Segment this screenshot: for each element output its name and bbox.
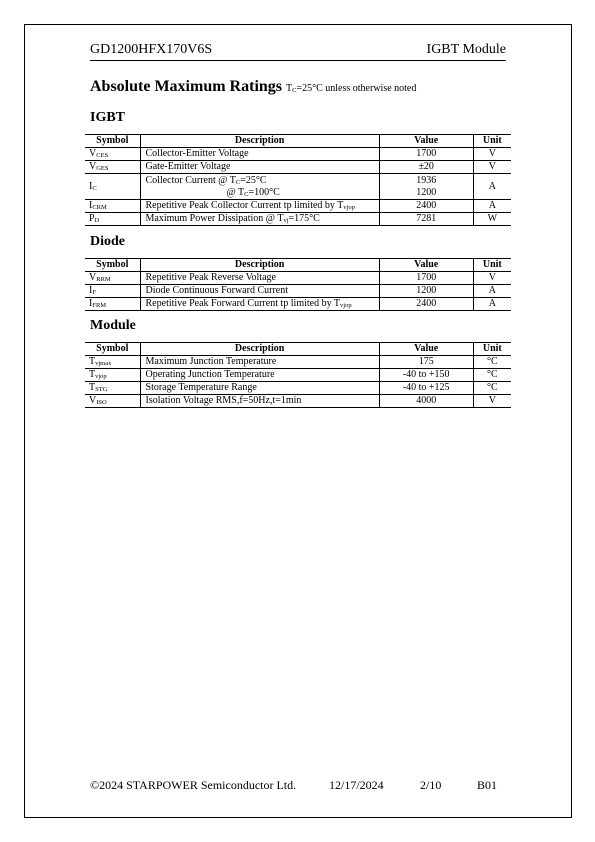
unit-cell: A — [473, 174, 511, 200]
unit-cell: °C — [473, 369, 511, 382]
unit-cell: °C — [473, 382, 511, 395]
table-row — [85, 148, 511, 161]
table-row — [85, 356, 511, 369]
igbt-heading: IGBT — [90, 110, 126, 125]
description-cell: Collector-Emitter Voltage — [140, 148, 379, 161]
description-cell: Gate-Emitter Voltage — [140, 161, 379, 174]
description-cell: Storage Temperature Range — [140, 382, 379, 395]
description-cell: Maximum Power Dissipation @ $T_{vj}=175^\circ C$ — [140, 213, 379, 226]
section-title — [90, 78, 416, 96]
table-row — [85, 395, 511, 408]
igbt-table — [85, 134, 511, 226]
symbol-cell: $I_{CRM}$ — [85, 200, 140, 213]
unit-cell: V — [473, 148, 511, 161]
symbol-cell: $T_{vjop}$ — [85, 369, 140, 382]
unit-cell: A — [473, 200, 511, 213]
value-cell: -40 to +125 — [379, 382, 473, 395]
description-cell: Repetitive Peak Reverse Voltage — [140, 272, 379, 285]
value-cell: -40 to +150 — [379, 369, 473, 382]
module-heading: Module — [90, 318, 136, 333]
table-row — [85, 298, 511, 311]
unit-cell: V — [473, 395, 511, 408]
value-cell: 1700 — [379, 148, 473, 161]
col-unit: Unit — [473, 343, 511, 356]
symbol-cell: $I_F$ — [85, 285, 140, 298]
diode-table — [85, 258, 511, 311]
symbol-cell: $T_{vjmax}$ — [85, 356, 140, 369]
table-row — [85, 285, 511, 298]
unit-cell: V — [473, 272, 511, 285]
symbol-cell: $V_{GES}$ — [85, 161, 140, 174]
description-cell: Repetitive Peak Forward Current tp limited by $T_{vjop}$ — [140, 298, 379, 311]
module-table — [85, 342, 511, 408]
col-description: Description — [140, 135, 379, 148]
page-header — [90, 42, 506, 61]
title-condition: $T_C=25^\circ C$ unless otherwise noted — [286, 83, 417, 94]
description-cell: Collector Current @ $T_C=25^\circ C$ @ $T_C=100^\circ C$ — [140, 174, 379, 200]
col-symbol: Symbol — [85, 135, 140, 148]
symbol-cell: $V_{ISO}$ — [85, 395, 140, 408]
unit-cell: A — [473, 285, 511, 298]
table-row — [85, 382, 511, 395]
col-description: Description — [140, 259, 379, 272]
col-unit: Unit — [473, 135, 511, 148]
value-cell: 2400 — [379, 298, 473, 311]
value-cell: 1200 — [379, 285, 473, 298]
value-cell: 1700 — [379, 272, 473, 285]
title-main: Absolute Maximum Ratings — [90, 78, 283, 95]
unit-cell: °C — [473, 356, 511, 369]
table-header-row — [85, 343, 511, 356]
symbol-cell: $I_{FRM}$ — [85, 298, 140, 311]
description-cell: Operating Junction Temperature — [140, 369, 379, 382]
unit-cell: W — [473, 213, 511, 226]
col-symbol: Symbol — [85, 343, 140, 356]
symbol-cell: $V_{RRM}$ — [85, 272, 140, 285]
col-value: Value — [379, 259, 473, 272]
description-cell: Isolation Voltage RMS,f=50Hz,t=1min — [140, 395, 379, 408]
col-value: Value — [379, 135, 473, 148]
table-header-row — [85, 135, 511, 148]
table-row — [85, 174, 511, 200]
table-row — [85, 161, 511, 174]
table-row — [85, 200, 511, 213]
value-cell: 4000 — [379, 395, 473, 408]
unit-cell: V — [473, 161, 511, 174]
col-value: Value — [379, 343, 473, 356]
value-cell: 175 — [379, 356, 473, 369]
product-type: IGBT Module — [426, 42, 506, 57]
col-unit: Unit — [473, 259, 511, 272]
part-number: GD1200HFX170V6S — [90, 42, 213, 57]
col-symbol: Symbol — [85, 259, 140, 272]
symbol-cell: $V_{CES}$ — [85, 148, 140, 161]
description-cell: Maximum Junction Temperature — [140, 356, 379, 369]
table-header-row — [85, 259, 511, 272]
description-cell: Diode Continuous Forward Current — [140, 285, 379, 298]
footer-date: 12/17/2024 — [329, 778, 384, 792]
footer-copyright: ©2024 STARPOWER Semiconductor Ltd. — [90, 778, 297, 792]
table-row — [85, 369, 511, 382]
footer-revision: B01 — [477, 778, 498, 792]
description-cell: Repetitive Peak Collector Current tp limited by $T_{vjop}$ — [140, 200, 379, 213]
table-row — [85, 213, 511, 226]
symbol-cell: $I_C$ — [85, 174, 140, 200]
unit-cell: A — [473, 298, 511, 311]
value-cell: 1936 1200 — [379, 174, 473, 200]
col-description: Description — [140, 343, 379, 356]
value-cell: 2400 — [379, 200, 473, 213]
symbol-cell: $P_D$ — [85, 213, 140, 226]
value-cell: 7281 — [379, 213, 473, 226]
footer-page-number: 2/10 — [420, 778, 442, 792]
table-row — [85, 272, 511, 285]
value-cell: ±20 — [379, 161, 473, 174]
symbol-cell: $T_{STG}$ — [85, 382, 140, 395]
diode-heading: Diode — [90, 234, 125, 249]
